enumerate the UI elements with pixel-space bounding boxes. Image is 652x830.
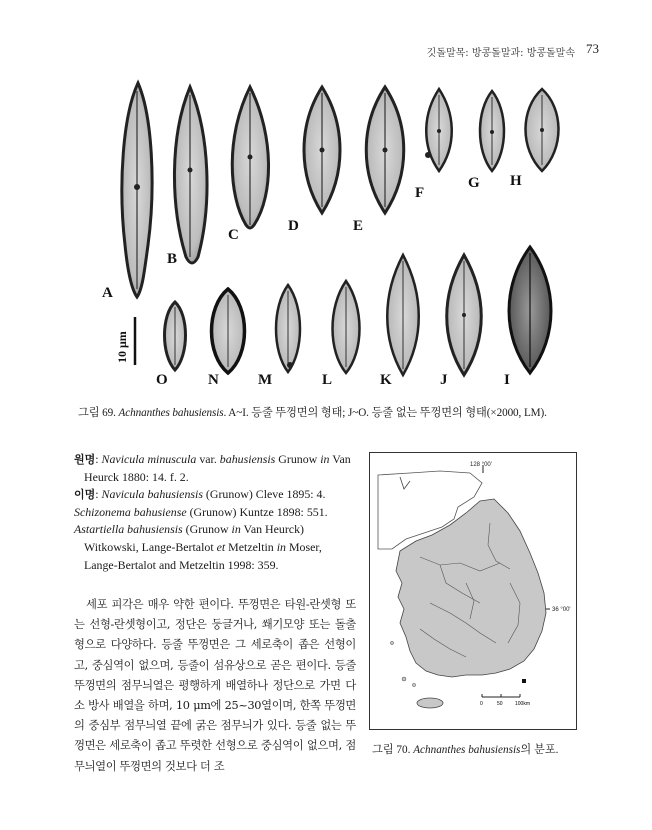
scale-label-100km: 100km bbox=[515, 701, 531, 707]
valve-i bbox=[509, 247, 551, 373]
panel-label-i: I bbox=[504, 372, 510, 388]
scale-label-50: 50 bbox=[497, 701, 503, 707]
synonym-label: 이명 bbox=[74, 488, 96, 502]
figure-70-species: Achnanthes bahusiensis bbox=[413, 744, 521, 756]
taxon-name: Astartiella bahusiensis bbox=[74, 522, 183, 537]
distribution-map bbox=[369, 452, 577, 730]
figure-69-text: . A~I. 등줄 뚜껑면의 형태; J~O. 등줄 없는 뚜껑면의 형태(×2000, LM). bbox=[223, 407, 547, 419]
valve-a bbox=[122, 83, 152, 297]
map-scale-bar bbox=[480, 694, 530, 707]
panel-label-b: B bbox=[167, 251, 178, 267]
panel-label-n: N bbox=[208, 372, 219, 388]
synonym-2 bbox=[74, 504, 356, 522]
synonymy-list bbox=[74, 451, 356, 574]
panel-label-d: D bbox=[288, 218, 299, 234]
figure-70-prefix: 그림 70. bbox=[372, 744, 411, 756]
valve-n bbox=[212, 289, 245, 373]
synonym-basionym bbox=[74, 451, 356, 486]
running-head: 깃돌말목: 방콩돌말과: 방콩돌말속 bbox=[426, 48, 575, 59]
valve-f bbox=[425, 89, 452, 171]
valve-b bbox=[174, 87, 207, 263]
text-run: var. bbox=[196, 452, 220, 466]
latitude-label: 36 °00' bbox=[552, 607, 571, 613]
valve-l bbox=[333, 281, 360, 373]
figure-69-prefix: 그림 69. bbox=[78, 407, 116, 419]
text-run: Metzeltin bbox=[225, 539, 277, 554]
panel-label-f: F bbox=[415, 185, 425, 201]
text-run: : bbox=[95, 452, 102, 466]
valve-o bbox=[165, 302, 186, 370]
taxon-name: Navicula minuscula bbox=[101, 452, 197, 466]
jeju-island bbox=[417, 698, 443, 708]
micrograph-plate-svg bbox=[90, 75, 580, 395]
text-run: (Grunow) Kuntze 1898: 551. bbox=[186, 504, 328, 519]
valve-m bbox=[276, 285, 300, 372]
longitude-label: 128 °00' bbox=[470, 462, 492, 468]
text-run: (Grunow bbox=[182, 522, 232, 537]
panel-label-m: M bbox=[258, 372, 273, 388]
taxon-name: Navicula bahusiensis bbox=[101, 487, 203, 502]
text-run: in bbox=[231, 522, 241, 537]
text-run: et bbox=[216, 539, 226, 554]
figure-70-suffix: 의 분포. bbox=[520, 744, 559, 756]
text-run: Van Heurck) Witkowski, Lange-Bertalot bbox=[84, 522, 304, 554]
valve-k bbox=[387, 255, 419, 375]
figure-69-caption bbox=[78, 404, 598, 420]
page-number: 73 bbox=[586, 41, 599, 56]
valve-j bbox=[447, 255, 482, 375]
panel-label-k: K bbox=[380, 372, 392, 388]
text-run: Moser, Lange-Bertalot and Metzeltin 1998: 359. bbox=[84, 539, 322, 572]
panel-label-o: O bbox=[156, 372, 168, 388]
text-run: Van Heurck 1880: 14. f. 2. bbox=[84, 452, 351, 484]
taxon-name: bahusiensis bbox=[219, 452, 276, 466]
panel-label-c: C bbox=[228, 227, 239, 243]
valve-e bbox=[366, 87, 404, 213]
panel-label-g: G bbox=[468, 175, 480, 191]
panel-label-h: H bbox=[510, 173, 522, 189]
figure-69-species: Achnanthes bahusiensis bbox=[118, 407, 224, 419]
text-run: in bbox=[320, 452, 330, 466]
panel-label-l: L bbox=[322, 372, 333, 388]
text-run: Grunow bbox=[275, 452, 321, 466]
scale-bar-label: 10 μm bbox=[115, 331, 129, 363]
figure-70-caption bbox=[372, 741, 558, 757]
scale-label-0: 0 bbox=[480, 701, 483, 707]
synonym-3 bbox=[74, 521, 356, 574]
synonym-1 bbox=[74, 486, 356, 504]
valve-c bbox=[232, 87, 268, 228]
valve-g bbox=[480, 91, 504, 171]
panel-label-e: E bbox=[353, 218, 364, 234]
korea-map-svg bbox=[370, 453, 576, 729]
micrograph-plate bbox=[90, 75, 580, 395]
panel-label-a: A bbox=[102, 285, 113, 301]
distribution-point bbox=[522, 679, 526, 683]
taxon-name: Schizonema bahusiense bbox=[74, 504, 187, 519]
text-run: : bbox=[95, 487, 102, 502]
text-run: in bbox=[276, 539, 286, 554]
synonym-label: 원명 bbox=[74, 453, 96, 466]
description-paragraph: 세포 피각은 매우 약한 편이다. 뚜껑면은 타원-란셋형 또는 선형-란셋형이고, 정단은 둥글거나, 쐐기모양 또는 돌출형으로 다양하다. 등줄 뚜껑면은 그 세로축이 좁은 선형이고, 중심역이 없으며, 등줄이 섬유상으로 곧은 편이다. 등줄 뚜껑면의 점무늬열은 평행하게 배열하나 정단으로 가면 다소 방사 배열을 하며, 10 μm에 25~30열이며, 한쪽 뚜껑면의 중심부 점무늬열 끝에 굵은 점무늬가 있다. 등줄 없는 뚜껑면은 세로축이 좁고 뚜렷한 선형으로 중심역이 없으며, 점무늬열이 뚜껑면의 것보다 더 조 bbox=[74, 598, 356, 773]
panel-label-j: J bbox=[440, 372, 448, 388]
text-run: (Grunow) Cleve 1895: 4. bbox=[202, 487, 326, 502]
valve-h bbox=[526, 89, 559, 171]
valve-d bbox=[304, 87, 340, 213]
